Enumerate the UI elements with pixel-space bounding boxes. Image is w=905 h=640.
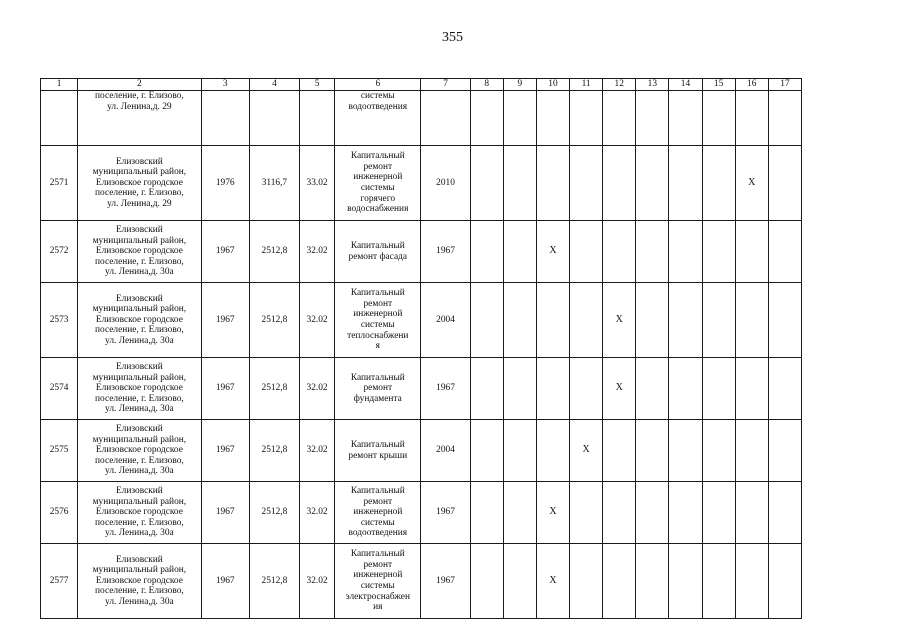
address-line: Елизовский xyxy=(115,424,163,435)
cell-col-16 xyxy=(735,420,768,482)
cell-col-11 xyxy=(570,146,603,221)
address-line: муниципальный район, xyxy=(92,235,187,246)
cell-col-14 xyxy=(669,146,702,221)
cell-col-17 xyxy=(768,482,801,544)
address-line: поселение, г. Елизово, xyxy=(95,455,184,466)
work-line: электроснабжен xyxy=(345,591,410,602)
work-line: инженерной xyxy=(353,309,403,320)
table-row xyxy=(41,420,802,482)
cell-work-year: 2010 xyxy=(421,146,470,221)
cell-col-13 xyxy=(636,146,669,221)
cell-col-13 xyxy=(636,420,669,482)
cell-col-11-mark: X xyxy=(570,420,603,482)
work-line: системы xyxy=(360,517,395,528)
cell-col-17 xyxy=(768,358,801,420)
cell-year xyxy=(201,91,249,146)
cell-work xyxy=(335,358,421,420)
address-line: ул. Ленина,д. 29 xyxy=(107,198,172,209)
address-line: ул. Ленина,д. 30а xyxy=(105,335,174,346)
cell-area: 2512,8 xyxy=(249,283,299,358)
cell-work-year: 2004 xyxy=(421,283,470,358)
cell-col-17 xyxy=(768,544,801,619)
address-line: Елизовское городское xyxy=(95,507,183,518)
cell-col-10-mark: X xyxy=(536,482,569,544)
address-line: муниципальный район, xyxy=(92,372,187,383)
cell-year: 1967 xyxy=(201,283,249,358)
cell-code: 32.02 xyxy=(300,221,335,283)
cell-col-17 xyxy=(768,420,801,482)
cell-col-8 xyxy=(470,544,503,619)
cell-area xyxy=(249,91,299,146)
column-number-3: 3 xyxy=(201,79,249,91)
cell-col-11 xyxy=(570,91,603,146)
cell-col-15 xyxy=(702,221,735,283)
column-number-9: 9 xyxy=(503,79,536,91)
cell-col-8 xyxy=(470,482,503,544)
work-line: ремонт xyxy=(363,298,393,309)
cell-col-8 xyxy=(470,358,503,420)
work-line: ремонт xyxy=(363,161,393,172)
address-line: ул. Ленина,д. 30а xyxy=(105,596,174,607)
cell-col-16 xyxy=(735,91,768,146)
cell-col-9 xyxy=(503,420,536,482)
address-line: Елизовский xyxy=(115,293,163,304)
cell-work xyxy=(335,146,421,221)
column-number-5: 5 xyxy=(300,79,335,91)
work-line: ремонт xyxy=(363,496,393,507)
cell-work xyxy=(335,420,421,482)
cell-col-9 xyxy=(503,358,536,420)
table-row xyxy=(41,358,802,420)
cell-col-10 xyxy=(536,358,569,420)
cell-col-9 xyxy=(503,544,536,619)
cell-num: 2576 xyxy=(41,482,78,544)
address-line: Елизовское городское xyxy=(95,246,183,257)
cell-col-9 xyxy=(503,283,536,358)
column-number-15: 15 xyxy=(702,79,735,91)
cell-col-9 xyxy=(503,221,536,283)
cell-num: 2577 xyxy=(41,544,78,619)
cell-area: 3116,7 xyxy=(249,146,299,221)
cell-num: 2572 xyxy=(41,221,78,283)
cell-year: 1967 xyxy=(201,544,249,619)
work-line: теплоснабжени xyxy=(347,330,409,341)
cell-col-13 xyxy=(636,91,669,146)
column-number-12: 12 xyxy=(603,79,636,91)
work-line: инженерной xyxy=(353,570,403,581)
cell-col-16-mark: X xyxy=(735,146,768,221)
work-line: Капитальный xyxy=(350,151,405,162)
cell-work xyxy=(335,482,421,544)
address-line: Елизовское городское xyxy=(95,314,183,325)
cell-col-15 xyxy=(702,482,735,544)
cell-work-year: 2004 xyxy=(421,420,470,482)
cell-code: 32.02 xyxy=(300,544,335,619)
cell-col-13 xyxy=(636,482,669,544)
cell-code xyxy=(300,91,335,146)
cell-col-15 xyxy=(702,146,735,221)
work-line: инженерной xyxy=(353,507,403,518)
work-line: я xyxy=(375,341,380,352)
cell-col-8 xyxy=(470,283,503,358)
cell-col-11 xyxy=(570,544,603,619)
cell-col-17 xyxy=(768,91,801,146)
work-line: инженерной xyxy=(353,172,403,183)
cell-address xyxy=(78,221,201,283)
work-line: системы xyxy=(360,320,395,330)
column-number-7: 7 xyxy=(421,79,470,91)
cell-col-13 xyxy=(636,358,669,420)
cell-col-8 xyxy=(470,146,503,221)
cell-col-7 xyxy=(421,91,470,146)
cell-year: 1967 xyxy=(201,221,249,283)
cell-work xyxy=(335,91,421,146)
address-line: поселение, г. Елизово, xyxy=(95,188,184,199)
cell-col-17 xyxy=(768,283,801,358)
column-number-8: 8 xyxy=(470,79,503,91)
column-number-6: 6 xyxy=(335,79,421,91)
cell-col-12-mark: X xyxy=(603,283,636,358)
cell-year: 1976 xyxy=(201,146,249,221)
cell-year: 1967 xyxy=(201,420,249,482)
address-line: поселение, г. Елизово, xyxy=(95,517,184,528)
work-line: ремонт xyxy=(363,383,393,394)
work-line: Капитальный xyxy=(350,288,405,299)
cell-col-12 xyxy=(603,91,636,146)
cell-area: 2512,8 xyxy=(249,221,299,283)
cell-col-17 xyxy=(768,221,801,283)
work-line: Капитальный xyxy=(350,372,405,383)
cell-col-13 xyxy=(636,283,669,358)
cell-col-11 xyxy=(570,283,603,358)
address-line: муниципальный район, xyxy=(92,434,187,445)
cell-col-10-mark: X xyxy=(536,221,569,283)
cell-col-9 xyxy=(503,91,536,146)
column-number-16: 16 xyxy=(735,79,768,91)
cell-col-12 xyxy=(603,420,636,482)
work-line: горячего xyxy=(360,193,396,204)
work-line: системы xyxy=(360,183,395,193)
cell-col-8 xyxy=(470,91,503,146)
work-line: системы xyxy=(360,581,395,591)
cell-col-10 xyxy=(536,283,569,358)
cell-col-12 xyxy=(603,146,636,221)
cell-work xyxy=(335,544,421,619)
address-line: Елизовский xyxy=(115,554,163,565)
cell-col-14 xyxy=(669,221,702,283)
cell-area: 2512,8 xyxy=(249,358,299,420)
cell-area: 2512,8 xyxy=(249,544,299,619)
cell-col-14 xyxy=(669,358,702,420)
cell-col-12-mark: X xyxy=(603,358,636,420)
cell-address xyxy=(78,283,201,358)
cell-col-11 xyxy=(570,358,603,420)
cell-num xyxy=(41,91,78,146)
address-line: поселение, г. Елизово, xyxy=(95,325,184,336)
column-number-14: 14 xyxy=(669,79,702,91)
cell-area: 2512,8 xyxy=(249,420,299,482)
address-line: Елизовский xyxy=(115,362,163,373)
cell-num: 2571 xyxy=(41,146,78,221)
address-line: Елизовское городское xyxy=(95,383,183,394)
work-line: ремонт xyxy=(363,559,393,570)
address-line: Елизовский xyxy=(115,225,163,236)
work-line: водоотведения xyxy=(348,528,408,539)
column-number-10: 10 xyxy=(536,79,569,91)
cell-work-year: 1967 xyxy=(421,544,470,619)
address-line: ул. Ленина,д. 30а xyxy=(105,528,174,539)
column-number-header xyxy=(41,79,802,91)
cell-col-14 xyxy=(669,482,702,544)
cell-work xyxy=(335,221,421,283)
address-line: поселение, г. Елизово, xyxy=(95,91,184,101)
cell-address xyxy=(78,420,201,482)
cell-year: 1967 xyxy=(201,358,249,420)
work-line: Капитальный xyxy=(350,486,405,497)
cell-col-17 xyxy=(768,146,801,221)
table-row xyxy=(41,221,802,283)
cell-address xyxy=(78,91,201,146)
address-line: Елизовское городское xyxy=(95,575,183,586)
cell-work-year: 1967 xyxy=(421,221,470,283)
address-line: поселение, г. Елизово, xyxy=(95,256,184,267)
repair-registry-table xyxy=(40,78,802,619)
work-line: Капитальный xyxy=(350,439,405,450)
table-row xyxy=(41,283,802,358)
cell-col-15 xyxy=(702,544,735,619)
cell-col-9 xyxy=(503,146,536,221)
cell-code: 32.02 xyxy=(300,358,335,420)
cell-col-10 xyxy=(536,91,569,146)
cell-work-year: 1967 xyxy=(421,358,470,420)
cell-num: 2574 xyxy=(41,358,78,420)
cell-col-15 xyxy=(702,420,735,482)
address-line: муниципальный район, xyxy=(92,496,187,507)
cell-col-16 xyxy=(735,283,768,358)
page-number: 355 xyxy=(442,30,463,45)
work-line: ия xyxy=(373,602,383,613)
column-number-13: 13 xyxy=(636,79,669,91)
cell-col-12 xyxy=(603,544,636,619)
cell-address xyxy=(78,358,201,420)
table-row xyxy=(41,146,802,221)
address-line: поселение, г. Елизово, xyxy=(95,586,184,597)
address-line: поселение, г. Елизово, xyxy=(95,393,184,404)
cell-num: 2573 xyxy=(41,283,78,358)
cell-col-15 xyxy=(702,91,735,146)
table-row xyxy=(41,544,802,619)
address-line: ул. Ленина,д. 30а xyxy=(105,267,174,278)
cell-col-15 xyxy=(702,283,735,358)
cell-col-14 xyxy=(669,420,702,482)
cell-code: 33.02 xyxy=(300,146,335,221)
cell-address xyxy=(78,544,201,619)
cell-code: 32.02 xyxy=(300,283,335,358)
column-number-4: 4 xyxy=(249,79,299,91)
cell-col-9 xyxy=(503,482,536,544)
cell-col-14 xyxy=(669,91,702,146)
cell-address xyxy=(78,146,201,221)
address-line: Елизовское городское xyxy=(95,445,183,456)
work-line: Капитальный xyxy=(350,240,405,251)
address-line: ул. Ленина,д. 30а xyxy=(105,466,174,477)
cell-col-8 xyxy=(470,420,503,482)
column-number-2: 2 xyxy=(78,79,201,91)
address-line: ул. Ленина,д. 30а xyxy=(105,404,174,415)
address-line: ул. Ленина,д. 29 xyxy=(107,101,172,112)
cell-area: 2512,8 xyxy=(249,482,299,544)
work-line: водоснабжения xyxy=(347,204,409,215)
cell-col-12 xyxy=(603,221,636,283)
cell-col-16 xyxy=(735,358,768,420)
cell-col-10 xyxy=(536,420,569,482)
cell-col-10-mark: X xyxy=(536,544,569,619)
work-line: системы xyxy=(360,91,395,101)
cell-col-16 xyxy=(735,544,768,619)
cell-col-14 xyxy=(669,283,702,358)
work-line: Капитальный xyxy=(350,549,405,560)
continuation-row xyxy=(41,91,802,146)
work-line: ремонт фасада xyxy=(348,251,408,262)
cell-col-14 xyxy=(669,544,702,619)
cell-col-11 xyxy=(570,221,603,283)
address-line: муниципальный район, xyxy=(92,304,187,315)
cell-col-16 xyxy=(735,482,768,544)
work-line: ремонт крыши xyxy=(348,450,408,461)
column-number-1: 1 xyxy=(41,79,78,91)
address-line: Елизовский xyxy=(115,156,163,167)
cell-col-16 xyxy=(735,221,768,283)
column-number-11: 11 xyxy=(570,79,603,91)
cell-col-13 xyxy=(636,544,669,619)
cell-col-13 xyxy=(636,221,669,283)
cell-col-11 xyxy=(570,482,603,544)
table-row xyxy=(41,482,802,544)
cell-col-12 xyxy=(603,482,636,544)
address-line: муниципальный район, xyxy=(92,565,187,576)
cell-address xyxy=(78,482,201,544)
cell-col-8 xyxy=(470,221,503,283)
cell-work xyxy=(335,283,421,358)
cell-col-15 xyxy=(702,358,735,420)
cell-work-year: 1967 xyxy=(421,482,470,544)
address-line: муниципальный район, xyxy=(92,167,187,178)
cell-num: 2575 xyxy=(41,420,78,482)
address-line: Елизовский xyxy=(115,486,163,497)
column-number-17: 17 xyxy=(768,79,801,91)
cell-code: 32.02 xyxy=(300,482,335,544)
address-line: Елизовское городское xyxy=(95,177,183,188)
work-line: водоотведения xyxy=(348,101,408,112)
cell-code: 32.02 xyxy=(300,420,335,482)
work-line: фундамента xyxy=(353,393,402,404)
cell-year: 1967 xyxy=(201,482,249,544)
cell-col-10 xyxy=(536,146,569,221)
